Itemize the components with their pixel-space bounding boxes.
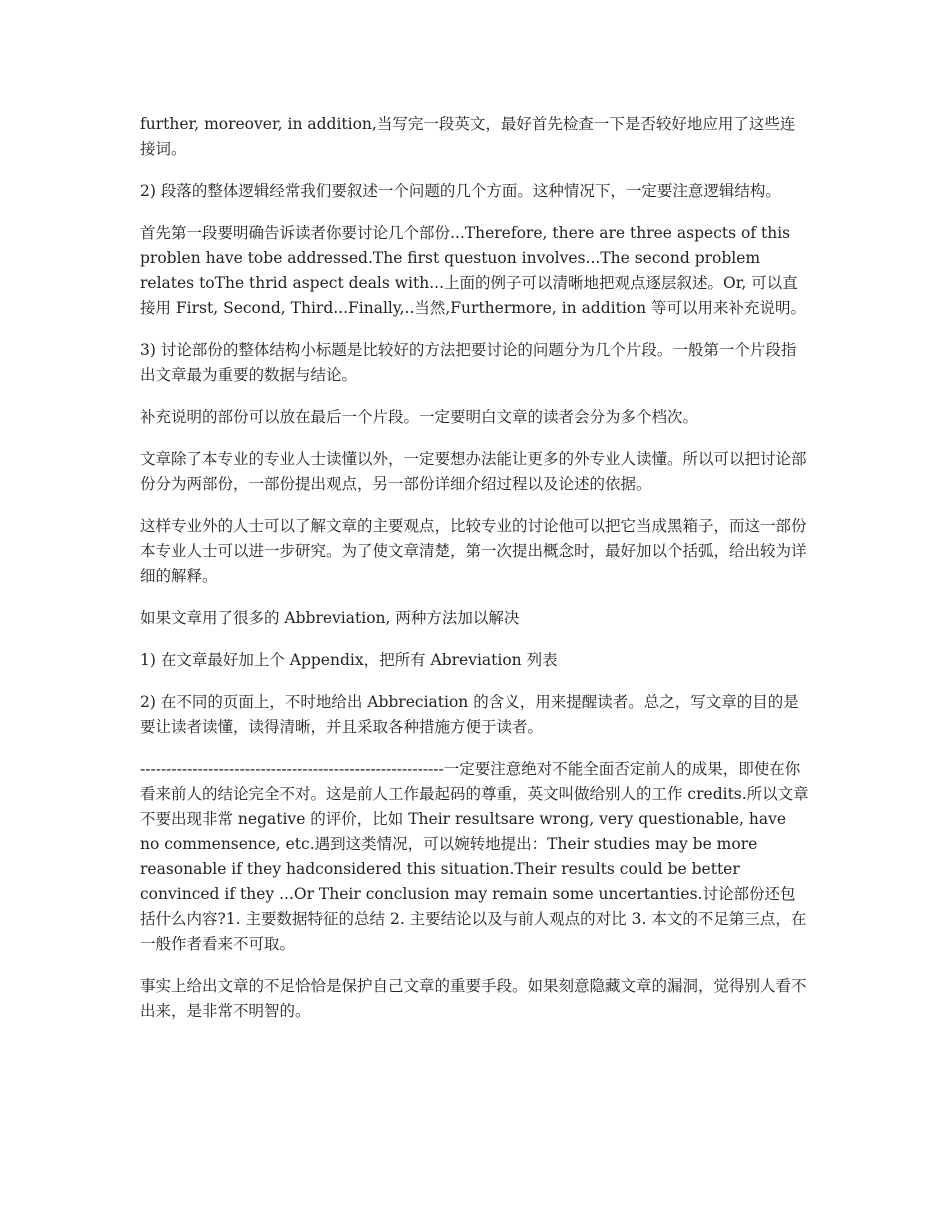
paragraph-supplementary: 补充说明的部份可以放在最后一个片段。一定要明白文章的读者会分为多个档次。 — [140, 408, 699, 426]
paragraph-abbreviation-intro: 如果文章用了很多的 Abbreviation, 两种方法加以解决 — [140, 609, 520, 627]
paragraph-discussion-structure: 3) 讨论部份的整体结构小标题是比较好的方法把要讨论的问题分为几个片段。一般第一个片段指出文章最为重要的数据与结论。 — [140, 341, 797, 384]
paragraph-limitations: 事实上给出文章的不足恰恰是保护自己文章的重要手段。如果刻意隐藏文章的漏洞，觉得别人看不出来，是非常不明智的。 — [140, 977, 807, 1020]
paragraph-audience: 文章除了本专业的专业人士读懂以外，一定要想办法能让更多的外专业人读懂。所以可以把讨论部份分为两部份，一部份提出观点，另一部份详细介绍过程以及论述的依据。 — [140, 450, 807, 493]
document-body — [140, 112, 810, 1041]
paragraph-prior-work: ----------------------------------------------------------一定要注意绝对不能全面否定前人的成果，即使在你看来前人的结论完全不对。这是前人工作最起码的尊重，英文叫做给别人的工作 credits.所以文章不要出现非常 negative 的评价，比如 Their resultsare wrong, very questionable, have no commensence, etc.遇到这类情况，可以婉转地提出：Their studies may be more reasonable if they hadconsidered this situation.Their results could be better convinced if they ...Or Their conclusion may remain some uncertanties.讨论部份还包括什么内容?1. 主要数据特征的总结 2. 主要结论以及与前人观点的对比 3. 本文的不足第三点，在一般作者看来不可取。 — [140, 760, 809, 953]
paragraph-three-aspects: 首先第一段要明确告诉读者你要讨论几个部份...Therefore, there are three aspects of this problen have tobe addressed.The first questuon involves...The second problem relates toThe thrid aspect deals with...上面的例子可以清晰地把观点逐层叙述。Or, 可以直接用 First, Second, Third...Finally,..当然,Furthermore, in addition 等可以用来补充说明。 — [140, 224, 807, 317]
paragraph-connectives: further, moreover, in addition,当写完一段英文，最好首先检查一下是否较好地应用了这些连接词。 — [140, 115, 796, 158]
paragraph-appendix: 1) 在文章最好加上个 Appendix，把所有 Abreviation 列表 — [140, 651, 558, 669]
paragraph-black-box: 这样专业外的人士可以了解文章的主要观点，比较专业的讨论他可以把它当成黑箱子，而这一部份本专业人士可以进一步研究。为了使文章清楚，第一次提出概念时，最好加以个括弧，给出较为详细的解释。 — [140, 517, 807, 585]
paragraph-abbreviation-pages: 2) 在不同的页面上，不时地给出 Abbreciation 的含义，用来提醒读者。总之，写文章的目的是要让读者读懂，读得清晰，并且采取各种措施方便于读者。 — [140, 693, 799, 736]
paragraph-logic-structure: 2) 段落的整体逻辑经常我们要叙述一个问题的几个方面。这种情况下，一定要注意逻辑结构。 — [140, 182, 781, 200]
